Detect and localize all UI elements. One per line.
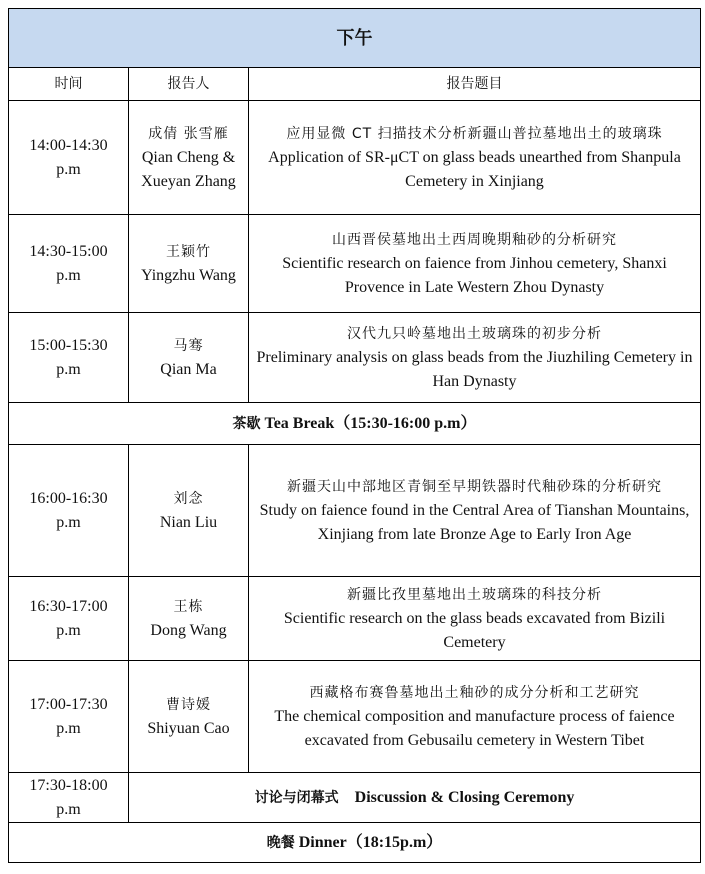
talk-time: 14:30-15:00 p.m bbox=[9, 215, 129, 313]
talk-time: 16:00-16:30 p.m bbox=[9, 445, 129, 577]
talk-speaker: 成倩 张雪雁 Qian Cheng & Xueyan Zhang bbox=[129, 101, 249, 215]
talk-time: 15:00-15:30 p.m bbox=[9, 313, 129, 403]
session-title: 下午 bbox=[9, 9, 701, 68]
column-header-time: 时间 bbox=[9, 68, 129, 101]
table-row bbox=[9, 101, 701, 215]
dinner: 晚餐 Dinner（18:15p.m） bbox=[9, 823, 701, 863]
tea-break: 茶歇 Tea Break（15:30-16:00 p.m） bbox=[9, 403, 701, 445]
dinner-row bbox=[9, 823, 701, 863]
closing-time: 17:30-18:00 p.m bbox=[9, 773, 129, 823]
table-row bbox=[9, 313, 701, 403]
talk-speaker: 王颖竹 Yingzhu Wang bbox=[129, 215, 249, 313]
talk-time: 17:00-17:30 p.m bbox=[9, 661, 129, 773]
talk-speaker: 刘念 Nian Liu bbox=[129, 445, 249, 577]
tea-break-row bbox=[9, 403, 701, 445]
closing-row bbox=[9, 773, 701, 823]
schedule-table bbox=[8, 8, 701, 863]
talk-speaker: 王栋 Dong Wang bbox=[129, 577, 249, 661]
table-row bbox=[9, 215, 701, 313]
column-header-speaker: 报告人 bbox=[129, 68, 249, 101]
table-row bbox=[9, 445, 701, 577]
talk-time: 16:30-17:00 p.m bbox=[9, 577, 129, 661]
talk-topic: 山西晋侯墓地出土西周晚期釉砂的分析研究 Scientific research on faience from Jinhou cemetery, Shanxi Provence in Late Western Zhou Dynasty bbox=[249, 215, 701, 313]
talk-speaker: 马骞 Qian Ma bbox=[129, 313, 249, 403]
talk-time: 14:00-14:30 p.m bbox=[9, 101, 129, 215]
talk-topic: 西藏格布赛鲁墓地出土釉砂的成分分析和工艺研究 The chemical composition and manufacture process of faience excavated from Gebusailu cemetery in Western Tibet bbox=[249, 661, 701, 773]
talk-topic: 新疆比孜里墓地出土玻璃珠的科技分析 Scientific research on the glass beads excavated from Bizili Cemetery bbox=[249, 577, 701, 661]
column-header-topic: 报告题目 bbox=[249, 68, 701, 101]
talk-topic: 应用显微 CT 扫描技术分析新疆山普拉墓地出土的玻璃珠 Application of SR-μCT on glass beads unearthed from Shanpula Cemetery in Xinjiang bbox=[249, 101, 701, 215]
talk-topic: 新疆天山中部地区青铜至早期铁器时代釉砂珠的分析研究 Study on faience found in the Central Area of Tianshan Mountains, Xinjiang from late Bronze Age to Early Iron Age bbox=[249, 445, 701, 577]
talk-topic: 汉代九只岭墓地出土玻璃珠的初步分析 Preliminary analysis on glass beads from the Jiuzhiling Cemetery in Han Dynasty bbox=[249, 313, 701, 403]
table-row bbox=[9, 661, 701, 773]
talk-speaker: 曹诗媛 Shiyuan Cao bbox=[129, 661, 249, 773]
column-header-row bbox=[9, 68, 701, 101]
table-row bbox=[9, 577, 701, 661]
closing-ceremony: 讨论与闭幕式 Discussion & Closing Ceremony bbox=[129, 773, 701, 823]
header-row bbox=[9, 9, 701, 68]
